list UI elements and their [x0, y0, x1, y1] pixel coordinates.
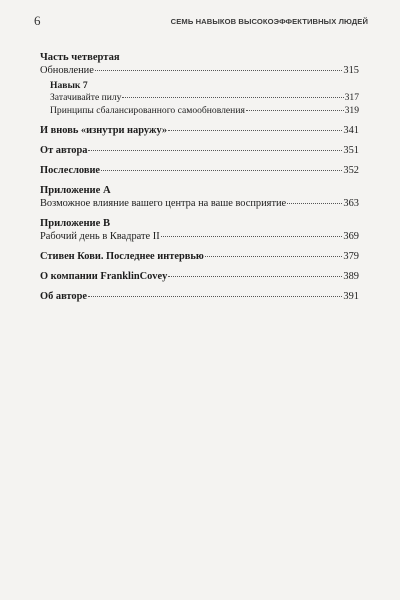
dot-leader — [168, 276, 342, 277]
toc-entry-page: 317 — [344, 92, 359, 103]
page-number: 6 — [34, 13, 41, 28]
toc-entry-balanced-renewal — [40, 105, 359, 118]
toc-entry-title: Стивен Кови. Последнее интервью — [40, 251, 204, 262]
toc-entry-page: 341 — [343, 125, 359, 136]
toc-entry-title: Об авторе — [40, 291, 87, 302]
toc-entry-title: От автора — [40, 145, 88, 156]
toc-entry-from-author — [40, 144, 359, 157]
dot-leader — [88, 296, 342, 297]
toc-entry-page: 351 — [343, 145, 359, 156]
toc-entry-page: 319 — [344, 104, 359, 116]
toc-entry-title: Затачивайте пилу — [50, 92, 122, 103]
toc-entry-page: 369 — [343, 231, 359, 242]
toc-entry-inside-out — [40, 124, 359, 137]
toc-entry-appendix-b — [40, 230, 359, 243]
toc-entry-renewal — [40, 64, 359, 77]
dot-leader — [246, 110, 344, 111]
running-head: СЕМЬ НАВЫКОВ ВЫСОКОЭФФЕКТИВНЫХ ЛЮДЕЙ — [170, 17, 368, 26]
dot-leader — [205, 256, 343, 257]
dot-leader — [168, 130, 342, 131]
toc-entry-page: 389 — [343, 271, 359, 282]
toc-entry-title: Принципы сбалансированного самообновления — [50, 104, 245, 116]
dot-leader — [287, 203, 342, 204]
toc-entry-title: И вновь «изнутри наружу» — [40, 125, 168, 136]
toc-entry-about-author — [40, 290, 359, 303]
table-of-contents — [40, 51, 359, 303]
appendix-b-heading: Приложение В — [40, 218, 111, 229]
toc-entry-interview — [40, 250, 359, 263]
dot-leader — [88, 150, 342, 151]
toc-entry-title: Возможное влияние вашего центра на ваше восприятие — [40, 198, 287, 209]
toc-entry-sharpen-saw — [40, 92, 359, 105]
dot-leader — [161, 236, 343, 237]
toc-entry-company — [40, 270, 359, 283]
toc-entry-page: 352 — [343, 165, 359, 176]
toc-entry-page: 391 — [343, 291, 359, 302]
toc-entry-appendix-a — [40, 197, 359, 210]
part-heading: Часть четвертая — [40, 52, 120, 63]
toc-entry-page: 379 — [343, 251, 359, 262]
dot-leader — [95, 70, 343, 71]
toc-entry-title: Послесловие — [40, 165, 101, 176]
toc-entry-afterword — [40, 164, 359, 177]
toc-entry-page: 315 — [343, 65, 359, 76]
toc-entry-page: 363 — [343, 198, 359, 209]
toc-entry-title: О компании FranklinCovey — [40, 271, 168, 282]
habit-heading: Навык 7 — [50, 80, 88, 91]
dot-leader — [101, 170, 342, 171]
toc-entry-title: Рабочий день в Квадрате II — [40, 231, 160, 242]
dot-leader — [122, 97, 343, 98]
appendix-a-heading: Приложение А — [40, 185, 111, 196]
toc-entry-title: Обновление — [40, 65, 94, 76]
